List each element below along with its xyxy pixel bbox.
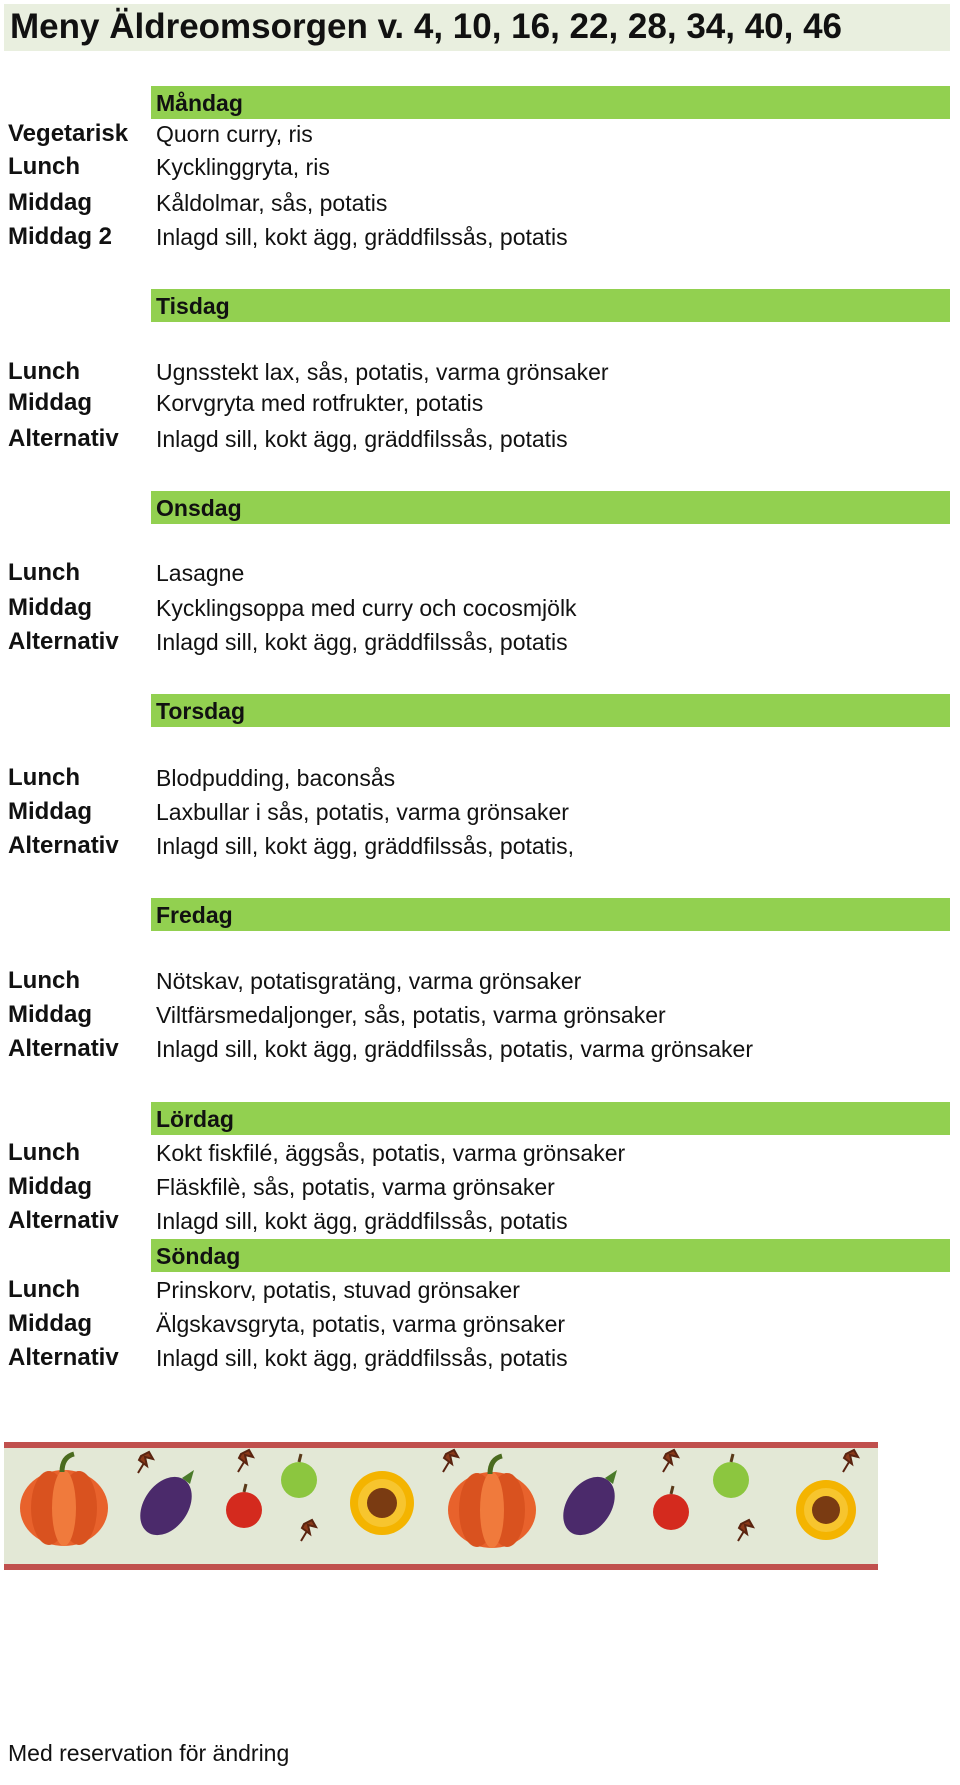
meal-label: Lunch [8, 1276, 80, 1303]
meal-dish: Kokt fiskfilé, äggsås, potatis, varma grönsaker [156, 1140, 626, 1166]
meal-dish: Kåldolmar, sås, potatis [156, 190, 388, 216]
pumpkin-icon [20, 1454, 108, 1546]
eggplant-icon [130, 1467, 203, 1545]
meal-label: Middag [8, 1173, 92, 1200]
meal-dish: Inlagd sill, kokt ägg, gräddfilssås, potatis, varma grönsaker [156, 1036, 754, 1062]
page-title: Meny Äldreomsorgen v. 4, 10, 16, 22, 28, 34, 40, 46 [10, 7, 843, 46]
day-header-onsdag [151, 491, 950, 524]
day-header-lordag [151, 1102, 950, 1135]
meal-label: Lunch [8, 1139, 80, 1166]
meal-dish: Inlagd sill, kokt ägg, gräddfilssås, potatis [156, 224, 568, 250]
meal-label: Lunch [8, 764, 80, 791]
meal-label: Middag [8, 798, 92, 825]
day-name: Torsdag [156, 698, 246, 724]
meal-label: Middag [8, 594, 92, 621]
meal-dish: Inlagd sill, kokt ägg, gräddfilssås, potatis [156, 629, 568, 655]
meal-label: Alternativ [8, 1344, 119, 1371]
meal-label: Lunch [8, 153, 80, 180]
leaf-icon [663, 1450, 678, 1472]
meal-label: Middag [8, 389, 92, 416]
meal-dish: Inlagd sill, kokt ägg, gräddfilssås, potatis [156, 426, 568, 452]
leaf-icon [238, 1450, 253, 1472]
meal-dish: Quorn curry, ris [156, 121, 313, 147]
meal-dish: Älgskavsgryta, potatis, varma grönsaker [156, 1311, 566, 1337]
meal-dish: Ugnsstekt lax, sås, potatis, varma grönsaker [156, 359, 609, 385]
meal-label: Middag 2 [8, 223, 113, 250]
banner-illustration [4, 1448, 878, 1564]
apple-icon [226, 1484, 262, 1528]
day-name: Lördag [156, 1106, 234, 1132]
meal-dish: Kycklingsoppa med curry och cocosmjölk [156, 595, 577, 621]
day-name: Tisdag [156, 293, 230, 319]
meal-dish: Inlagd sill, kokt ägg, gräddfilssås, potatis [156, 1345, 568, 1371]
meal-label: Lunch [8, 559, 80, 586]
footer-note: Med reservation för ändring [8, 1740, 290, 1766]
meal-dish: Viltfärsmedaljonger, sås, potatis, varma grönsaker [156, 1002, 666, 1028]
day-name: Söndag [156, 1243, 241, 1269]
meal-label: Middag [8, 1001, 92, 1028]
day-name: Fredag [156, 902, 233, 928]
autumn-banner [4, 1442, 878, 1570]
sunflower-icon [796, 1480, 856, 1540]
apple-icon [713, 1454, 749, 1498]
meal-label: Lunch [8, 358, 80, 385]
day-header-mandag [151, 86, 950, 119]
meal-label: Middag [8, 1310, 92, 1337]
apple-icon [281, 1454, 317, 1498]
day-header-sondag [151, 1239, 950, 1272]
meal-dish: Fläskfilè, sås, potatis, varma grönsaker [156, 1174, 555, 1200]
meal-dish: Inlagd sill, kokt ägg, gräddfilssås, potatis [156, 1208, 568, 1234]
meal-dish: Blodpudding, baconsås [156, 765, 396, 791]
apple-icon [653, 1486, 689, 1530]
meal-label: Alternativ [8, 1035, 119, 1062]
meal-dish: Laxbullar i sås, potatis, varma grönsaker [156, 799, 569, 825]
leaf-icon [843, 1450, 858, 1472]
meal-label: Middag [8, 189, 92, 216]
eggplant-icon [553, 1467, 626, 1545]
meal-dish: Nötskav, potatisgratäng, varma grönsaker [156, 968, 582, 994]
leaf-icon [138, 1452, 153, 1473]
leaf-icon [301, 1520, 316, 1541]
meal-label: Alternativ [8, 1207, 119, 1234]
leaf-icon [443, 1450, 458, 1472]
sunflower-icon [350, 1471, 414, 1535]
meal-label: Lunch [8, 967, 80, 994]
day-header-fredag [151, 898, 950, 931]
meal-label: Alternativ [8, 425, 119, 452]
meal-dish: Korvgryta med rotfrukter, potatis [156, 390, 484, 416]
day-name: Måndag [156, 90, 243, 116]
meal-label: Alternativ [8, 832, 119, 859]
meal-dish: Kycklinggryta, ris [156, 154, 330, 180]
title-bar [4, 4, 950, 51]
meal-dish: Lasagne [156, 560, 245, 586]
day-name: Onsdag [156, 495, 242, 521]
meal-label: Alternativ [8, 628, 119, 655]
meal-dish: Inlagd sill, kokt ägg, gräddfilssås, potatis, [156, 833, 575, 859]
day-header-tisdag [151, 289, 950, 322]
pumpkin-icon [448, 1456, 536, 1548]
meal-label: Vegetarisk [8, 120, 129, 147]
day-header-torsdag [151, 694, 950, 727]
meal-dish: Prinskorv, potatis, stuvad grönsaker [156, 1277, 520, 1303]
leaf-icon [738, 1520, 753, 1541]
